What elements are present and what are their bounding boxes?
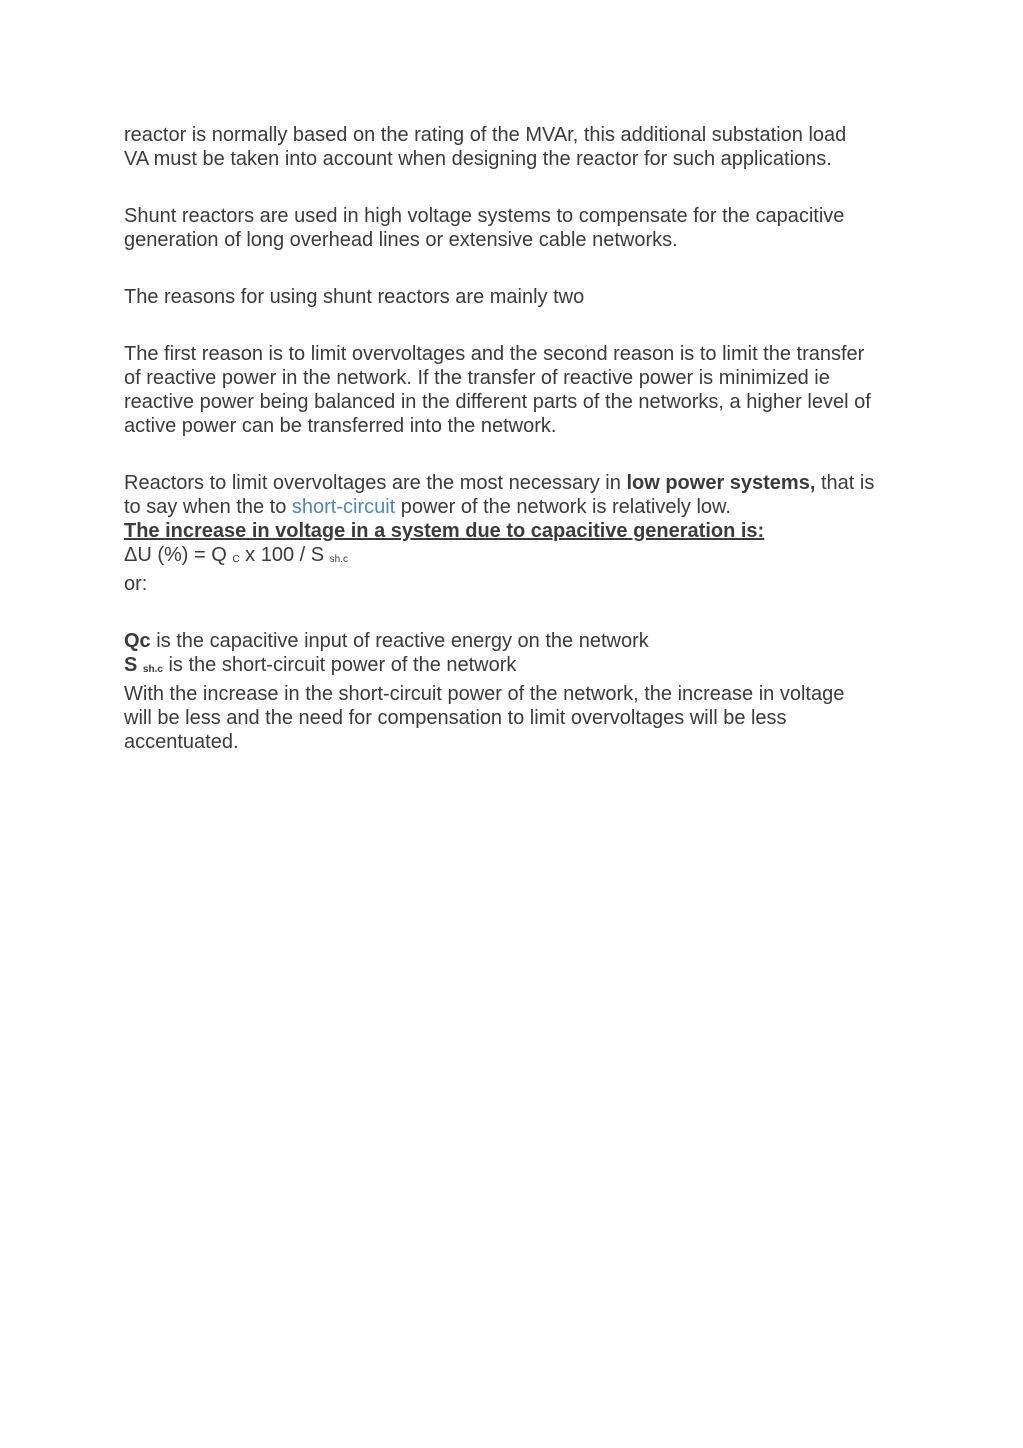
- formula-part: ΔU (%) = Q: [124, 544, 233, 566]
- text-span: Reactors to limit overvoltages are the most necessary in: [124, 472, 627, 494]
- text-span: that is: [815, 472, 875, 494]
- paragraph-reasons-intro: The reasons for using shunt reactors are mainly two: [124, 286, 585, 308]
- paragraph-definitions: [124, 629, 914, 754]
- paragraph-overvoltage-limit: [124, 471, 914, 596]
- document-page: [124, 123, 914, 787]
- term-qc: Qc: [124, 630, 151, 652]
- formula-part: x 100 / S: [239, 544, 330, 566]
- voltage-formula: [124, 543, 914, 572]
- definition-qc: [124, 629, 914, 653]
- formula-subscript: C: [232, 554, 240, 565]
- bold-term-low-power-systems: low power systems,: [626, 472, 816, 494]
- term-s: S: [124, 654, 138, 676]
- closing-text: With the increase in the short-circuit power of the network, the increase in voltage will be less and the need for compensation to limit overvoltages will be less accentuated.: [124, 683, 845, 753]
- paragraph-shunt-reactors-purpose: Shunt reactors are used in high voltage systems to compensate for the capacitive generation of long overhead lines or extensive cable networks.: [124, 205, 845, 251]
- voltage-increase-heading: The increase in voltage in a system due to capacitive generation is:: [124, 520, 765, 542]
- paragraph-first-reason: The first reason is to limit overvoltages and the second reason is to limit the transfer of reactive power in the network. If the transfer of reactive power is minimized ie reactive power being balanced in the different parts of the networks, a higher level of active power can be transferred into the network.: [124, 343, 871, 437]
- definition-text: is the capacitive input of reactive energy on the network: [150, 630, 649, 652]
- formula-subscript: sh.c: [329, 554, 349, 565]
- or-label: or:: [124, 573, 148, 595]
- definition-ssh: [124, 653, 914, 682]
- text-line: [124, 471, 914, 495]
- paragraph-reactor-rating: reactor is normally based on the rating of the MVAr, this additional substation load VA must be taken into account when designing the reactor for such applications.: [124, 124, 847, 170]
- term-subscript: sh.c: [142, 664, 163, 675]
- text-span: to say when the to: [124, 496, 292, 518]
- text-span: power of the network is relatively low.: [395, 496, 731, 518]
- definition-text: is the short-circuit power of the network: [162, 654, 517, 676]
- short-circuit-link[interactable]: short-circuit: [291, 496, 396, 518]
- text-line: [124, 495, 914, 519]
